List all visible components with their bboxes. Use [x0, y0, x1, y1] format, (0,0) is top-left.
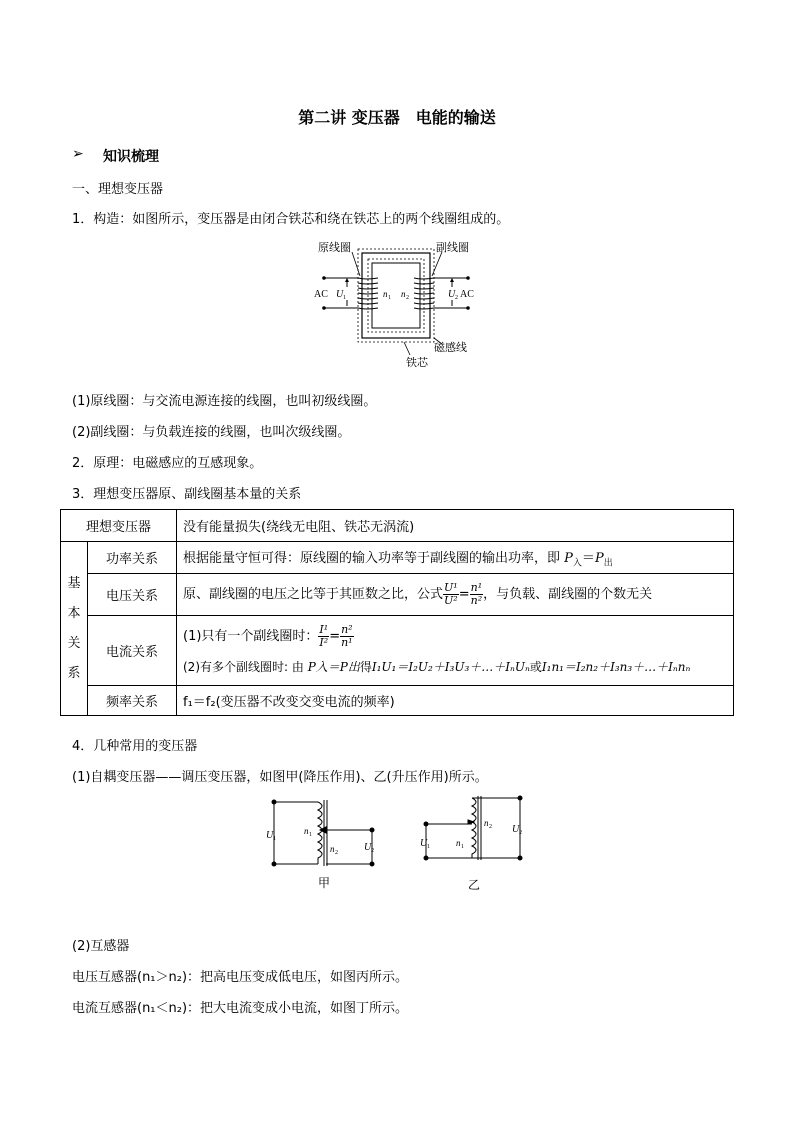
item-relations: 3．理想变压器原、副线圈基本量的关系 [72, 487, 302, 502]
table-row [61, 542, 734, 574]
item-principle: 2．原理：电磁感应的互感现象。 [72, 456, 263, 471]
jia-n1: n [304, 826, 309, 836]
jia-n2: n [330, 844, 335, 854]
jia-u2-sub: 2 [371, 848, 374, 854]
flux-line-inner [368, 259, 424, 332]
label-u1-sub: 1 [343, 295, 346, 301]
label-core: 铁芯 [406, 357, 428, 369]
section-header: 知识梳理 [103, 149, 159, 165]
current-transformer-text: 电流互感器(n₁＜n₂)：把大电流变成小电流，如图丁所示。 [72, 1001, 409, 1016]
label-ac-left: AC [314, 289, 328, 300]
voltage-value: 原、副线圈的电压之比等于其匝数之比，公式 $\frac{\text{U¹}}{\text{U²}}$ = $\frac{\text{n¹}}{\text{n²}}$ ，与负载、副线圈的个数无关 [177, 574, 734, 616]
transformer-diagram [312, 240, 482, 370]
label-u2: U [448, 289, 456, 300]
label-secondary-coil: 副线圈 [436, 242, 469, 254]
part-heading: 一、理想变压器 [72, 182, 164, 197]
voltage-transformer-text: 电压互感器(n₁＞n₂)：把高电压变成低电压，如图丙所示。 [72, 970, 409, 985]
item-structure: 1．构造：如图所示，变压器是由闭合铁芯和绕在铁芯上的两个线圈组成的。 [72, 212, 510, 227]
power-label: 功率关系 [88, 542, 177, 574]
table-row [61, 686, 734, 716]
section-marker: ➢ [72, 146, 84, 162]
label-n1: n [383, 289, 388, 299]
fig-yi [424, 796, 522, 860]
secondary-coil [414, 278, 434, 309]
row-label-ideal: 理想变压器 [61, 510, 177, 542]
power-value: 根据能量守恒可得：原线圈的输入功率等于副线圈的输出功率，即 $P_入=P_出$ [177, 542, 734, 574]
yi-u1-sub: 1 [427, 844, 430, 850]
yi-n1: n [456, 838, 461, 848]
yi-u2-sub: 2 [519, 830, 522, 836]
jia-u1-sub: 1 [273, 836, 276, 842]
yi-u1: U [420, 838, 428, 849]
item-common-transformers: 4．几种常用的变压器 [72, 739, 198, 754]
autotransformer-diagrams [260, 792, 540, 892]
label-primary-coil: 原线圈 [318, 242, 351, 254]
voltage-label: 电压关系 [88, 574, 177, 616]
group-label: 基 本 关 系 [61, 542, 88, 716]
page-title: 第二讲 变压器 电能的输送 [298, 108, 496, 127]
mutual-heading: (2)互感器 [72, 939, 130, 954]
label-n2-sub: 2 [406, 295, 409, 301]
yi-n2-sub: 2 [489, 824, 492, 830]
current-value: (1)只有一个副线圈时： $\frac{\text{I¹}}{\text{I²}}$ = $\frac{\text{n²}}{\text{n¹}}$ (2)有多个副线圈时: 由 P入＝P出得I₁U₁＝I₂U₂＋I₃U₃＋…＋IₙUₙ或I₁n₁＝I₂n₂＋I₃n₃＋…＋Iₙnₙ [177, 616, 734, 686]
freq-label: 频率关系 [88, 686, 177, 716]
label-jia: 甲 [318, 876, 331, 890]
yi-u2: U [512, 824, 520, 835]
yi-n1-sub: 1 [461, 844, 464, 850]
jia-n2-sub: 2 [335, 850, 338, 856]
primary-coil [358, 278, 378, 309]
relations-table [60, 509, 734, 716]
label-n2: n [401, 289, 406, 299]
jia-u2: U [364, 842, 372, 853]
label-flux: 磁感线 [434, 342, 467, 354]
def-primary: (1)原线圈：与交流电源连接的线圈，也叫初级线圈。 [72, 394, 377, 409]
table-row [61, 574, 734, 616]
label-u1: U [336, 289, 344, 300]
table-row [61, 616, 734, 686]
core-inner [372, 263, 420, 328]
label-u2-sub: 2 [455, 295, 458, 301]
current-label: 电流关系 [88, 616, 177, 686]
jia-u1: U [266, 830, 274, 841]
freq-value: f₁＝f₂(变压器不改变交变电流的频率) [177, 686, 734, 716]
table-row [61, 510, 734, 542]
row-value-ideal: 没有能量损失(绕线无电阻、铁芯无涡流) [177, 510, 734, 542]
def-secondary: (2)副线圈：与负载连接的线圈，也叫次级线圈。 [72, 425, 351, 440]
label-yi: 乙 [468, 878, 481, 892]
fig-jia [272, 800, 374, 866]
autotransformer-text: (1)自耦变压器——调压变压器，如图甲(降压作用)、乙(升压作用)所示。 [72, 770, 488, 785]
yi-n2: n [484, 818, 489, 828]
label-n1-sub: 1 [388, 295, 391, 301]
label-ac-right: AC [460, 289, 474, 300]
jia-n1-sub: 1 [309, 832, 312, 838]
